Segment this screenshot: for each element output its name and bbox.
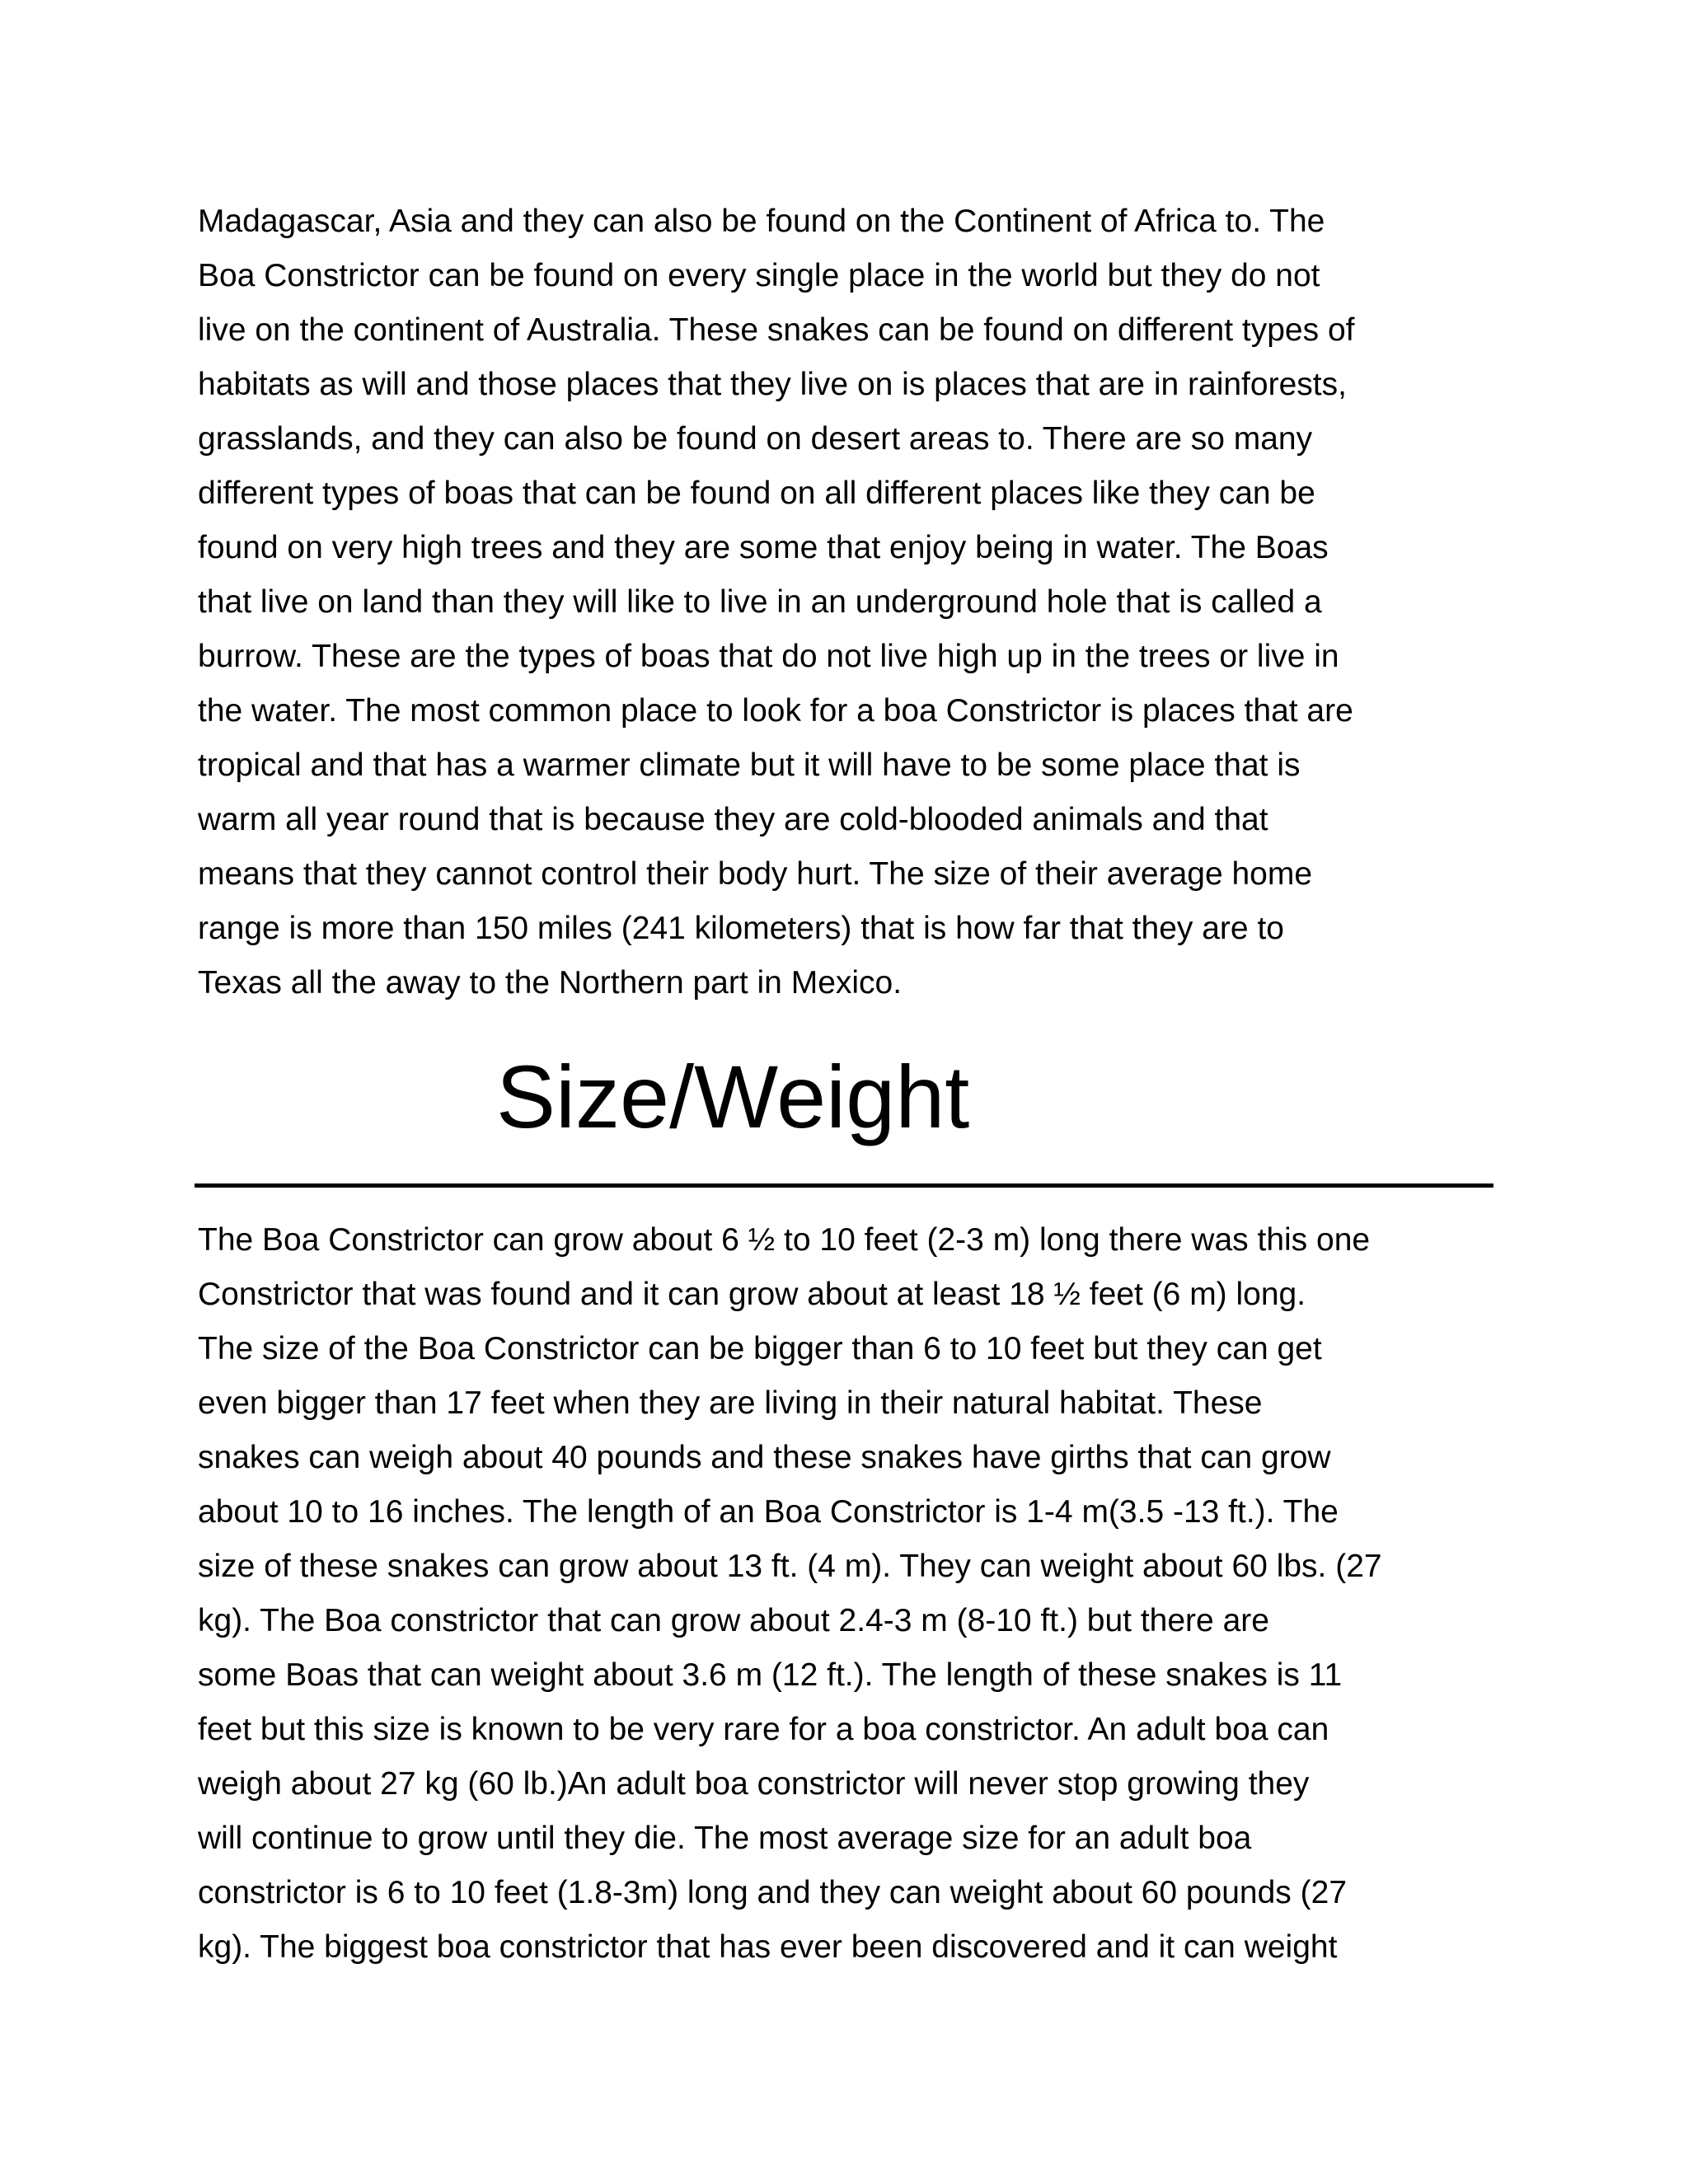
text-line: Texas all the away to the Northern part in Mexico.: [198, 965, 903, 1001]
section-heading: Size/Weight: [496, 1047, 970, 1146]
text-line: grasslands, and they can also be found on desert areas to. There are so many: [198, 421, 1313, 457]
text-line: live on the continent of Australia. These snakes can be found on different types of: [198, 312, 1355, 348]
text-line: about 10 to 16 inches. The length of an Boa Constrictor is 1-4 m(3.5 -13 ft.). The: [198, 1494, 1339, 1530]
text-line: Boa Constrictor can be found on every single place in the world but they do not: [198, 258, 1320, 293]
text-line: found on very high trees and they are some that enjoy being in water. The Boas: [198, 530, 1329, 565]
text-line: Constrictor that was found and it can grow about at least 18 ½ feet (6 m) long.: [198, 1277, 1306, 1312]
size-weight-paragraph: [198, 1213, 1500, 1975]
text-line: tropical and that has a warmer climate but it will have to be some place that is: [198, 748, 1301, 783]
text-line: snakes can weigh about 40 pounds and these snakes have girths that can grow: [198, 1440, 1331, 1475]
text-line: habitats as will and those places that they live on is places that are in rainforests,: [198, 367, 1347, 402]
heading-divider: [195, 1183, 1493, 1188]
text-line: that live on land than they will like to live in an underground hole that is called a: [198, 584, 1322, 620]
text-line: feet but this size is known to be very rare for a boa constrictor. An adult boa can: [198, 1712, 1329, 1747]
text-line: the water. The most common place to look for a boa Constrictor is places that are: [198, 693, 1353, 729]
text-line: different types of boas that can be found on all different places like they can be: [198, 476, 1315, 511]
text-line: warm all year round that is because they are cold-blooded animals and that: [198, 802, 1268, 837]
text-line: weigh about 27 kg (60 lb.)An adult boa constrictor will never stop growing they: [198, 1766, 1310, 1802]
text-line: some Boas that can weight about 3.6 m (12 ft.). The length of these snakes is 11: [198, 1657, 1343, 1693]
text-line: means that they cannot control their body hurt. The size of their average home: [198, 856, 1313, 892]
habitat-paragraph: [198, 194, 1500, 1010]
text-line: Madagascar, Asia and they can also be found on the Continent of Africa to. The: [198, 204, 1325, 239]
text-line: size of these snakes can grow about 13 ft. (4 m). They can weight about 60 lbs. (27: [198, 1549, 1382, 1584]
text-line: The size of the Boa Constrictor can be bigger than 6 to 10 feet but they can get: [198, 1331, 1322, 1366]
text-line: range is more than 150 miles (241 kilometers) that is how far that they are to: [198, 911, 1284, 946]
text-line: will continue to grow until they die. The most average size for an adult boa: [198, 1821, 1252, 1856]
text-line: even bigger than 17 feet when they are living in their natural habitat. These: [198, 1385, 1263, 1421]
text-line: The Boa Constrictor can grow about 6 ½ to 10 feet (2-3 m) long there was this one: [198, 1222, 1371, 1258]
text-line: burrow. These are the types of boas that do not live high up in the trees or live in: [198, 639, 1339, 674]
text-line: constrictor is 6 to 10 feet (1.8-3m) long and they can weight about 60 pounds (27: [198, 1875, 1348, 1910]
text-line: kg). The Boa constrictor that can grow about 2.4-3 m (8-10 ft.) but there are: [198, 1603, 1269, 1638]
text-line: kg). The biggest boa constrictor that has ever been discovered and it can weight: [198, 1929, 1338, 1965]
